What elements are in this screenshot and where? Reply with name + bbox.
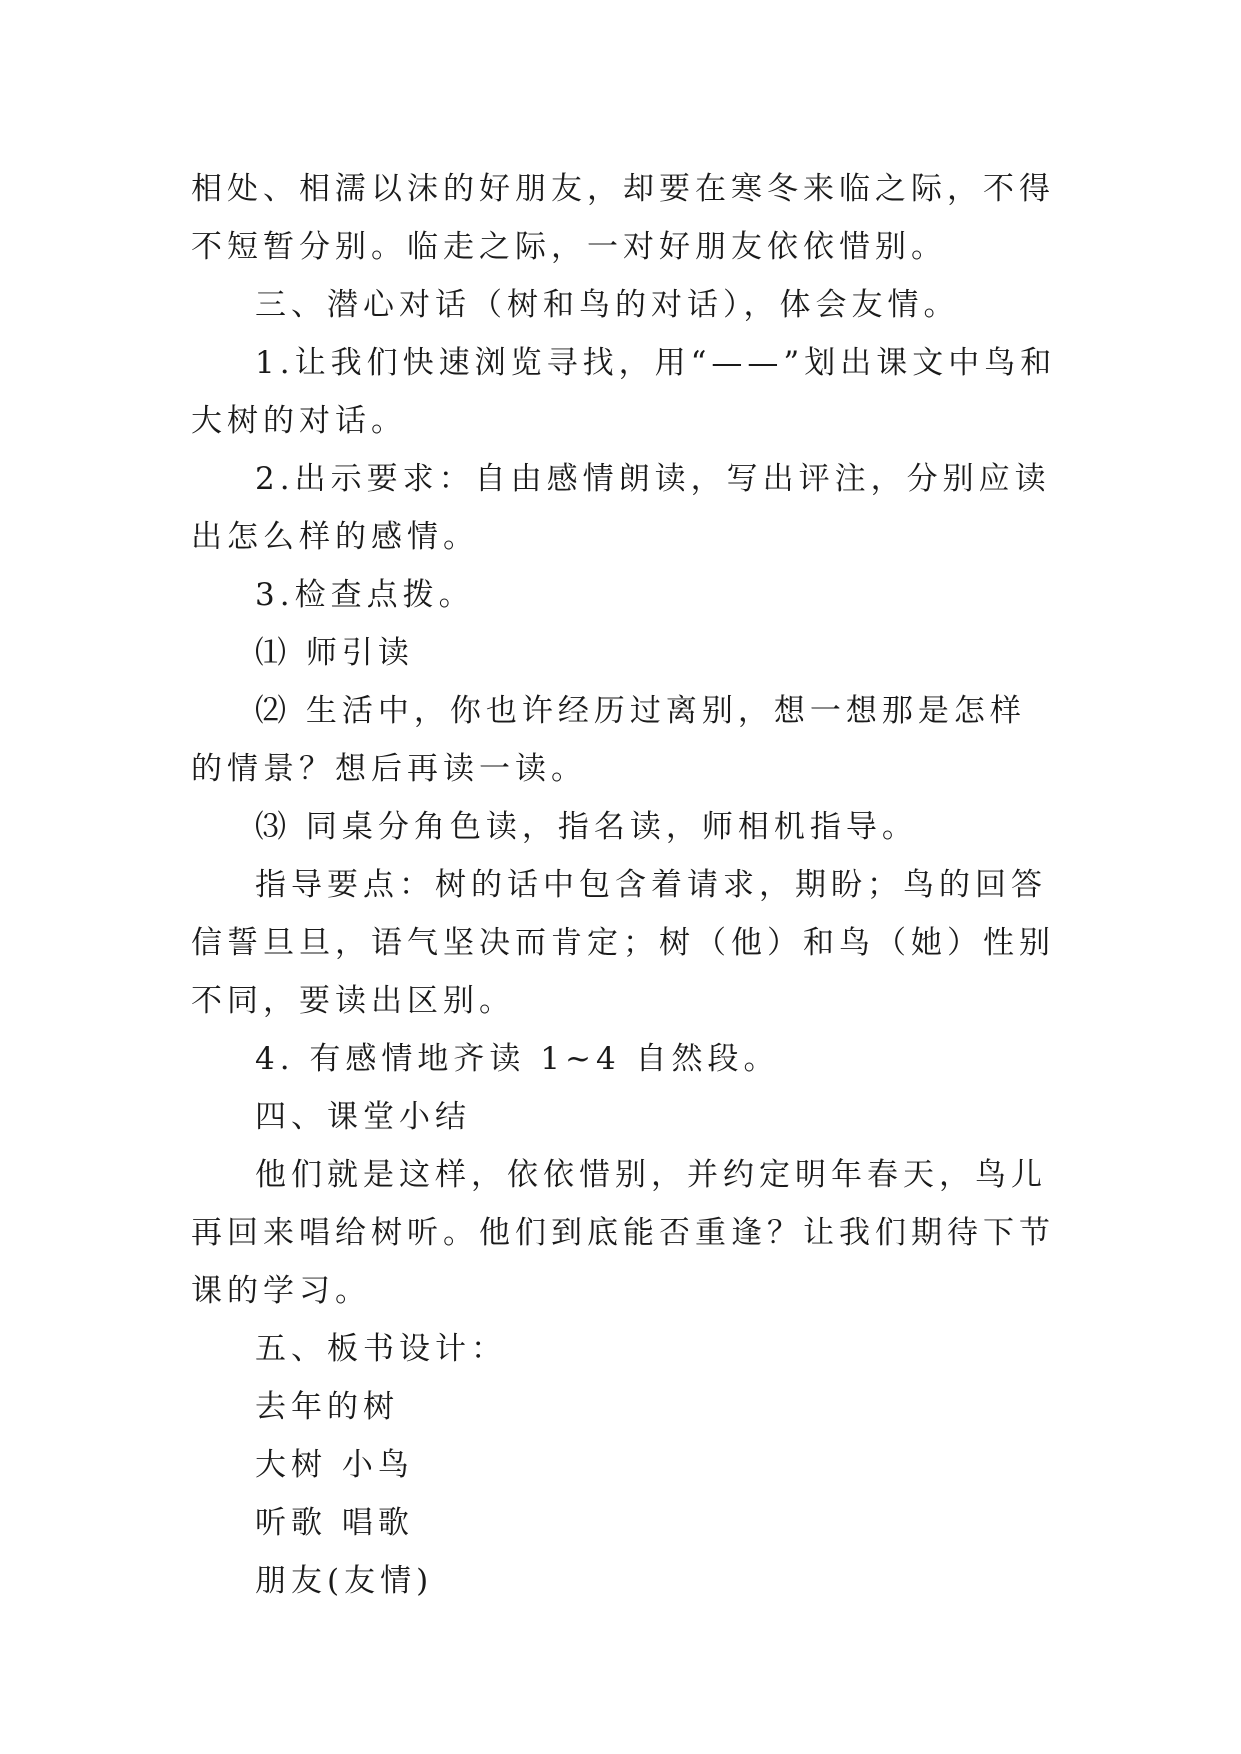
step-1: 1.让我们快速浏览寻找，用“——”划出课文中鸟和大树的对话。 — [191, 345, 1057, 439]
sub-step-3: ⑶ 同桌分角色读，指名读，师相机指导。 — [255, 809, 918, 845]
step-2: 2.出示要求：自由感情朗读，写出评注，分别应读出怎么样的感情。 — [191, 461, 1051, 555]
board-line-characters: 大树 小鸟 — [255, 1447, 414, 1483]
sub-step-1: ⑴ 师引读 — [255, 635, 414, 671]
paragraph-continuation: 相处、相濡以沫的好朋友，却要在寒冬来临之际，不得不短暂分别。临走之际，一对好朋友依依惜别。 — [191, 171, 1055, 265]
document-body — [191, 160, 1057, 1610]
step-3: 3.检查点拨。 — [255, 577, 475, 613]
section-heading-dialogue: 三、潜心对话（树和鸟的对话），体会友情。 — [255, 287, 960, 323]
sub-step-2: ⑵ 生活中，你也许经历过离别，想一想那是怎样的情景？想后再读一读。 — [191, 693, 1026, 787]
board-line-actions: 听歌 唱歌 — [255, 1505, 414, 1541]
step-4: 4. 有感情地齐读 1~4 自然段。 — [255, 1041, 780, 1077]
section-heading-board: 五、板书设计： — [255, 1331, 507, 1367]
section-heading-summary: 四、课堂小结 — [255, 1099, 471, 1135]
guidance-points: 指导要点：树的话中包含着请求，期盼；鸟的回答信誓旦旦，语气坚决而肯定；树（他）和鸟（她）性别不同，要读出区别。 — [191, 867, 1055, 1019]
summary-text: 他们就是这样，依依惜别，并约定明年春天，鸟儿再回来唱给树听。他们到底能否重逢？让我们期待下节课的学习。 — [191, 1157, 1055, 1309]
board-line-theme: 朋友(友情) — [255, 1563, 434, 1599]
board-line-title: 去年的树 — [255, 1389, 399, 1425]
